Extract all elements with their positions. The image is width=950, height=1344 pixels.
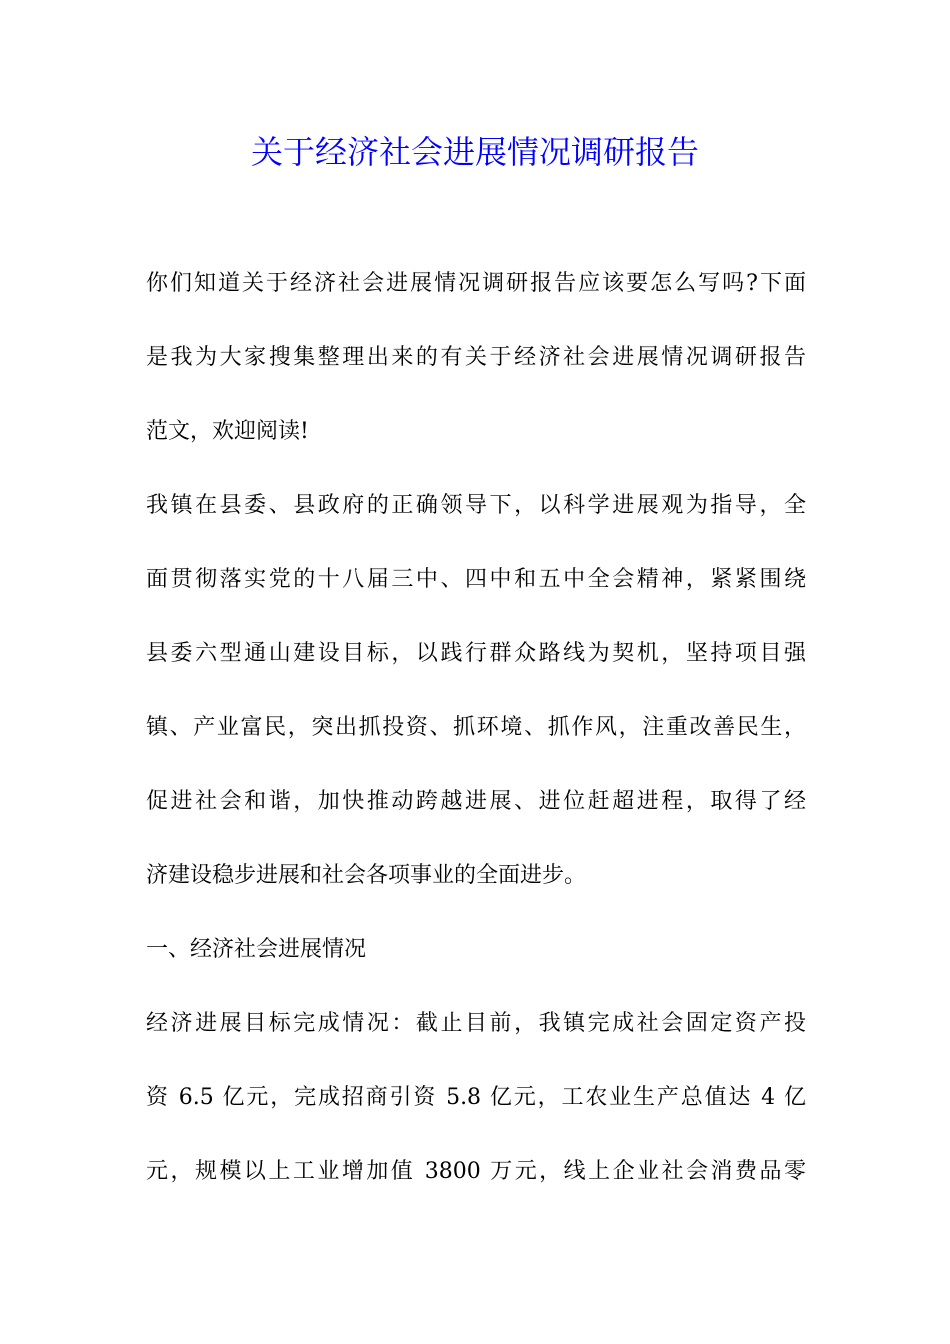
document-body xyxy=(146,260,806,1222)
paragraph-line: 县委六型通山建设目标，以践行群众路线为契机，坚持项目强 xyxy=(146,641,806,666)
paragraph-line: 促进社会和谐，加快推动跨越进展、进位赶超进程，取得了经 xyxy=(146,789,806,814)
paragraph-line: 经济进展目标完成情况：截止目前，我镇完成社会固定资产投 xyxy=(146,1011,806,1036)
paragraph-line: 济建设稳步进展和社会各项事业的全面进步。 xyxy=(146,863,587,888)
paragraph-line: 资 6.5 亿元，完成招商引资 5.8 亿元，工农业生产总值达 4 亿 xyxy=(146,1085,806,1110)
paragraph-line: 范文，欢迎阅读! xyxy=(146,419,309,444)
paragraph-line: 镇、产业富民，突出抓投资、抓环境、抓作风，注重改善民生， xyxy=(146,715,806,740)
paragraph-line: 是我为大家搜集整理出来的有关于经济社会进展情况调研报告 xyxy=(146,345,806,370)
section-heading: 一、经济社会进展情况 xyxy=(146,937,367,962)
paragraph-line: 我镇在县委、县政府的正确领导下，以科学进展观为指导，全 xyxy=(146,493,806,518)
paragraph-line: 元，规模以上工业增加值 3800 万元，线上企业社会消费品零 xyxy=(146,1159,806,1184)
paragraph-line: 面贯彻落实党的十八届三中、四中和五中全会精神，紧紧围绕 xyxy=(146,567,806,592)
document-title: 关于经济社会进展情况调研报告 xyxy=(250,133,699,171)
paragraph-line: 你们知道关于经济社会进展情况调研报告应该要怎么写吗?下面 xyxy=(146,271,806,296)
